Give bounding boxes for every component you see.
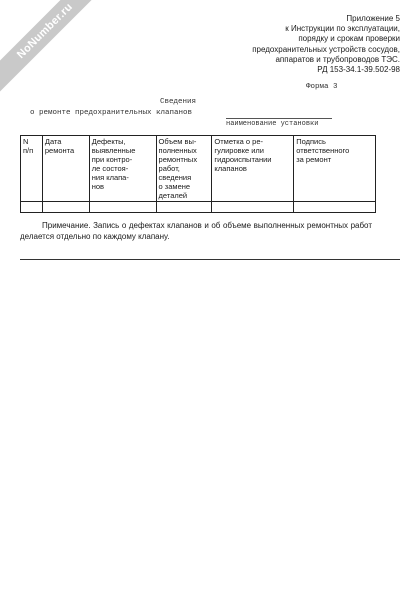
table-cell <box>89 202 156 213</box>
divider <box>20 259 400 260</box>
header-cell-signature: Подпись ответственного за ремонт <box>294 136 376 202</box>
table-row <box>21 202 376 213</box>
doc-subtitle: о ремонте предохранительных клапанов <box>30 109 193 117</box>
doc-title: Сведения <box>160 98 197 106</box>
table-cell <box>21 202 43 213</box>
header-cell-adjustment: Отметка о ре- гулировке или гидроиспытании клапанов <box>212 136 294 202</box>
repair-table <box>20 135 376 213</box>
appendix-line: порядку и срокам проверки <box>298 34 400 44</box>
fill-in-caption: наименование установки <box>226 120 319 128</box>
appendix-line: к Инструкции по эксплуатации, <box>285 24 400 34</box>
note-text: Примечание. Запись о дефектах клапанов и об объеме выполненных ремонтных работ делается отдельно по каждому клапану. <box>20 221 372 241</box>
table-cell <box>156 202 212 213</box>
header-cell-number: N п/п <box>21 136 43 202</box>
table-cell <box>42 202 89 213</box>
header-cell-date: Дата ремонта <box>42 136 89 202</box>
fill-in-line <box>226 118 332 119</box>
form-label: Форма 3 <box>306 83 338 91</box>
table-header-row <box>21 136 376 202</box>
table-cell <box>294 202 376 213</box>
appendix-line: предохранительных устройств сосудов, <box>252 44 400 54</box>
appendix-line: РД 153-34.1-39.502-98 <box>317 65 400 75</box>
appendix-line: Приложение 5 <box>346 14 400 23</box>
appendix-line: аппаратов и трубопроводов ТЭС. <box>275 54 400 64</box>
appendix-header <box>140 14 400 75</box>
header-cell-defects: Дефекты, выявленные при контро- ле состоя- ния клапа- нов <box>89 136 156 202</box>
table-cell <box>212 202 294 213</box>
watermark-logo: NoNumber.ru <box>0 0 113 99</box>
header-cell-scope: Объем вы- полненных ремонтных работ, сведения о замене деталей <box>156 136 212 202</box>
